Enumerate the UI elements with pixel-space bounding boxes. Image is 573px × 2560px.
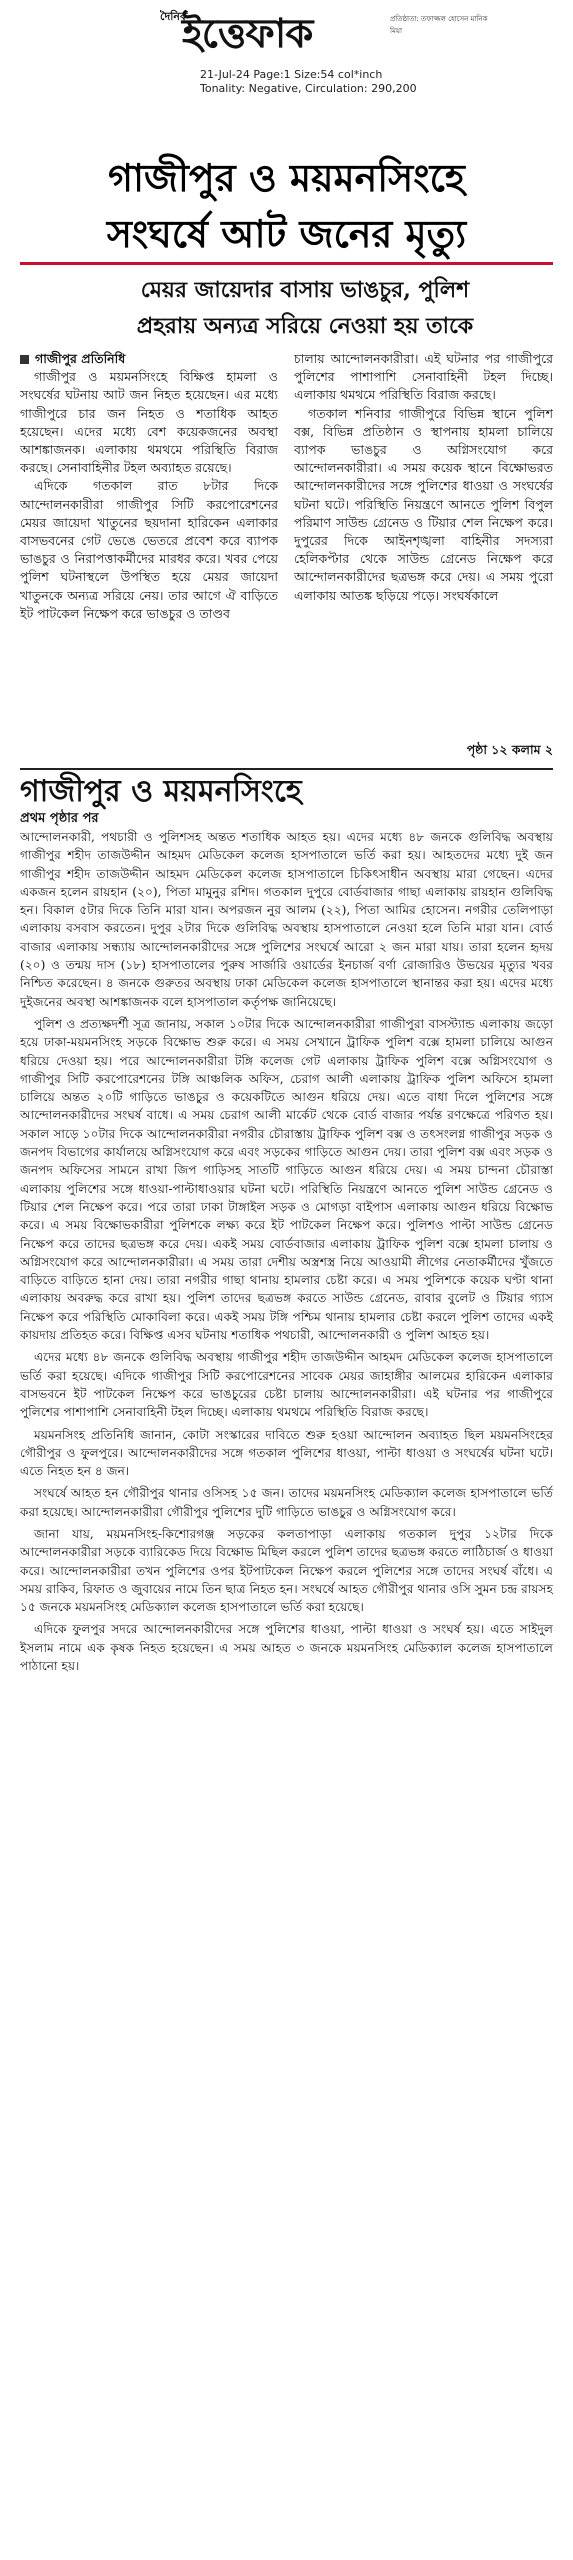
byline-text: গাজীপুর প্রতিনিধি	[35, 351, 126, 366]
headline-divider	[20, 262, 553, 265]
headline	[20, 150, 553, 262]
article-paragraph: এদিকে গতকাল রাত ৮টার দিকে আন্দোলনকারীরা গাজীপুর সিটি করপোরেশনের মেয়র জায়েদা খাতুনের ছয়দানা হারিকেন এলাকার বাসভবনের গেট ভেঙে ভেতরে প্রবেশ করে ব্যাপক ভাঙচুর ও নিরাপত্তাকর্মীদের মারধর করে। খবর পেয়ে পুলিশ ঘটনাস্থলে উপস্থিত হয়ে মেয়র জায়েদা খাতুনকে অন্যত্র সরিয়ে নেয়। তার আগে ঐ বাড়িতে ইট পাটকেল নিক্ষেপ করে ভাঙচুর ও তাণ্ডব	[20, 478, 278, 621]
article-right-column	[294, 350, 553, 762]
logo-small-text: দৈনিক	[160, 10, 188, 23]
article-paragraph: চালায় আন্দোলনকারীরা। এই ঘটনার পর গাজীপুরে পুলিশের পাশাপাশি সেনাবাহিনী টহল দিচ্ছে। এলাকায় থমথমে পরিস্থিতি বিরাজ করছে।	[294, 351, 553, 403]
newspaper-logo	[160, 8, 488, 64]
jump-paragraph: আন্দোলনকারী, পথচারী ও পুলিশসহ অন্তত শতাধিক আহত হয়। এদের মধ্যে ৪৮ জনকে গুলিবিদ্ধ অবস্থায় গাজীপুর শহীদ তাজউদ্দীন আহমদ মেডিকেল কলেজ হাসপাতালে ভর্তি করা হয়। আহতদের মধ্যে দুই জন গাজীপুর শহীদ তাজউদ্দীন আহমদ মেডিকেল কলেজ হাসপাতালে চিকিৎসাধীন অবস্থায় মারা গেছেন। এদের একজন হলেন রায়হান (২০), পিতা মামুনুর রশিদ। গতকাল দুপুরে বোর্ডবাজার গাছা এলাকায় রায়হান গুলিবিদ্ধ হন। বিকাল ৫টার দিকে তিনি মারা যান। অপরজন নুর আলম (২২), পিতা আমির হোসেন। নগরীর তেলিপাড়া এলাকায় বসবাস করতেন। দুপুর ২টার দিকে গুলিবিদ্ধ অবস্থায় হাসপাতালে নেওয়া হলে তিনি মারা যান। বোর্ড বাজার এলাকায় সন্ধ্যায় আন্দোলনকারীদের সঙ্গে পুলিশের সংঘর্ষে আরো ২ জন মারা যায়। তারা হলেন হৃদয় (২০) ও তন্ময় দাস (১৮) হাসপাতালের পুরুষ সার্জারি ওয়ার্ডের ইনচার্জ বর্ণা রোজারিও উভয়ের মৃত্যুর খবর নিশ্চিত করেছেন। ৪ জনকে গুরুতর অবস্থায় ঢাকা মেডিকেল কলেজ হাসপাতালে স্থানান্তর করা হয়। এদের মধ্যে দুইজনের অবস্থা আশঙ্কাজনক বলে হাসপাতাল কর্তৃপক্ষ জানিয়েছে।	[20, 830, 553, 1009]
article-paragraph: গাজীপুর ও ময়মনসিংহে বিক্ষিপ্ত হামলা ও সংঘর্ষের ঘটনায় আট জন নিহত হয়েছেন। এর মধ্যে গাজীপুরে চার জন নিহত ও শতাধিক আহত হয়েছেন। এদের মধ্যে বেশ কয়েকজনের অবস্থা আশঙ্কাজনক। এলাকায় থমথমে পরিস্থিতি বিরাজ করছে। সেনাবাহিনীর টহল অব্যাহত রয়েছে।	[20, 369, 278, 476]
jump-from-label: প্রথম পৃষ্ঠার পর	[20, 811, 99, 826]
byline	[20, 350, 278, 368]
article-paragraph: গতকাল শনিবার গাজীপুরে বিভিন্ন স্থানে পুলিশ বক্স, বিভিন্ন প্রতিষ্ঠান ও স্থাপনায় হামলা চালিয়ে ব্যাপক ভাঙচুর ও অগ্নিসংযোগ করে আন্দোলনকারীরা। এ সময় কয়েক স্থানে বিক্ষোভরত আন্দোলনকারীদের সঙ্গে পুলিশের ধাওয়া ও সংঘর্ষের ঘটনা ঘটে। পরিস্থিতি নিয়ন্ত্রণে আনতে পুলিশ বিপুল পরিমাণ সাউন্ড গ্রেনেড ও টিয়ার শেল নিক্ষেপ করে। দুপুরের দিকে আইনশৃঙ্খলা বাহিনীর সদস্যরা হেলিকপ্টার থেকে সাউন্ড গ্রেনেড নিক্ষেপ করে আন্দোলনকারীদের ছত্রভঙ্গ করে দেয়। এ সময় পুরো এলাকায় আতঙ্ক ছড়িয়ে পড়ে। সংঘর্ষকালে	[294, 405, 553, 603]
meta-tonality: Tonality: Negative, Circulation: 290,200	[200, 82, 417, 95]
headline-line-2: সংঘর্ষে আট জনের মৃত্যু	[106, 212, 467, 256]
byline-square-icon	[20, 355, 29, 364]
headline-line-1: গাজীপুর ও ময়মনসিংহে	[108, 156, 465, 200]
subheadline	[70, 272, 540, 344]
logo-tagline: প্রতিষ্ঠাতা: তফাজ্জল হোসেন মানিক মিয়া	[390, 15, 488, 35]
jump-paragraph: ময়মনসিংহ প্রতিনিধি জানান, কোটা সংস্কারের দাবিতে শুরু হওয়া আন্দোলন অব্যাহত ছিল ময়মনসিংহের গৌরীপুর ও ফুলপুরে। আন্দোলনকারীদের সঙ্গে গতকাল পুলিশের ধাওয়া, পাল্টা ধাওয়া ও সংঘর্ষের ঘটনা ঘটে। এতে নিহত হন ৪ জন।	[20, 1427, 553, 1479]
article-left-column	[20, 350, 278, 760]
meta-date-size: 21-Jul-24 Page:1 Size:54 col*inch	[200, 68, 383, 81]
jump-paragraph: এদিকে ফুলপুর সদরে আন্দোলনকারীদের সঙ্গে পুলিশের ধাওয়া, পাল্টা ধাওয়া ও সংঘর্ষ হয়। এতে সাইদুল ইসলাম নামে এক কৃষক নিহত হয়েছেন। এ সময় আহত ৩ জনকে ময়মনসিংহ মেডিক্যাল কলেজ হাসপাতালে পাঠানো হয়।	[20, 1622, 553, 1674]
jump-paragraph: সংঘর্ষে আহত হন গৌরীপুর থানার ওসিসহ ১৫ জন। তাদের ময়মনসিংহ মেডিক্যাল কলেজ হাসপাতালে ভর্তি করা হয়েছে। আন্দোলনকারীরা গৌরীপুর পুলিশের দুটি গাড়িতে ভাঙচুর ও অগ্নিসংযোগ করে।	[20, 1486, 553, 1519]
continued-label: পৃষ্ঠা ১২ কলাম ২	[294, 742, 553, 762]
jump-paragraph: পুলিশ ও প্রত্যক্ষদর্শী সূত্র জানায়, সকাল ১০টার দিকে আন্দোলনকারীরা গাজীপুরা বাসস্ট্যান্ড এলাকায় জড়ো হয়ে ঢাকা-ময়মনসিংহ সড়কে বিক্ষোভ শুরু করে। এ সময় সেখানে ট্রাফিক পুলিশ বক্সে হামলা চালিয়ে আগুন ধরিয়ে দেওয়া হয়। পরে আন্দোলনকারীরা টঙ্গি কলেজ গেট এলাকায় ট্রাফিক পুলিশ বক্সে অগ্নিসংযোগ ও গাজীপুর সিটি করপোরেশনের টঙ্গি আঞ্চলিক অফিস, চেরাগ আলী এলাকায় ট্রাফিক পুলিশ অফিসে হামলা চালিয়ে অন্তত ২০টি গাড়িতে ভাঙচুর ও কয়েকটিতে আগুন ধরিয়ে দেয়। এতে বাধা দিলে পুলিশের সঙ্গে আন্দোলনকারীদের সংঘর্ষ বাধে। এ সময় চেরাগ আলী মার্কেট থেকে বোর্ড বাজার পর্যন্ত রণক্ষেত্রে পরিণত হয়। সকাল সাড়ে ১০টার দিকে আন্দোলনকারীরা নগরীর চৌরাস্তায় ট্রাফিক পুলিশ বক্স ও তৎসংলগ্ন গাজীপুর সড়ক ও জনপদ বিভাগের কার্যালয়ে অগ্নিসংযোগ করে এবং সড়কের গাড়িতে আগুন দেয়। তারা পুলিশ বক্স এবং সড়ক ও জনপদ অফিসের সামনে রাখা জিপ গাড়িসহ সাতটি গাড়িতে আগুন ধরিয়ে দেয়। এ সময় চান্দনা চৌরাস্তা এলাকায় পুলিশের সঙ্গে ধাওয়া-পাল্টাধাওয়ার ঘটনা ঘটে। পরিস্থিতি নিয়ন্ত্রণে আনতে পুলিশ সাউন্ড গ্রেনেড ও টিয়ার শেল নিক্ষেপ করে। পরে তারা ঢাকা টাঙ্গাইল সড়ক ও মোগড়া বাইপাস এলাকায় আগুন ধরিয়ে বিক্ষোভ করে। এ সময় বিক্ষোভকারীরা পুলিশকে লক্ষ্য করে ইট পাটকেল নিক্ষেপ করে। পুলিশও পাল্টা সাউন্ড গ্রেনেড নিক্ষেপ করে তাদের ছত্রভঙ্গ করে দেয়। একই সময় বোর্ডবাজার এলাকায় ট্রাফিক পুলিশ বক্সে হামলা চালায় ও অগ্নিসংযোগ করে আন্দোলনকারীরা। এ সময় তারা দেশীয় অস্ত্রশস্ত্র নিয়ে আওয়ামী লীগের নেতাকর্মীদের খুঁজতে বাড়িতে বাড়িতে হানা দেয়। তারা নগরীর গাছা থানায় হামলার চেষ্টা করে। এ সময় পুলিশকে কয়েক ঘণ্টা থানা এলাকায় অবরুদ্ধ করে রাখা হয়। পুলিশ তাদের ছত্রভঙ্গ করতে সাউন্ড গ্রেনেড, রাবার বুলেট ও টিয়ার গ্যাস নিক্ষেপ করে পরিস্থিতি মোকাবিলা করে। একই সময় টঙ্গি পশ্চিম থানায় হামলার চেষ্টা করলে পুলিশ তাদের একই কায়দায় প্রতিহত করে। বিক্ষিপ্ত এসব ঘটনায় শতাধিক পথচারী, আন্দোলনকারী ও পুলিশ আহত হয়।	[20, 1016, 553, 1343]
jump-paragraph: এদের মধ্যে ৪৮ জনকে গুলিবিদ্ধ অবস্থায় গাজীপুর শহীদ তাজউদ্দীন আহমদ মেডিকেল কলেজ হাসপাতালে ভর্তি করা হয়েছে। এদিকে গাজীপুর সিটি করপোরেশনের সাবেক মেয়র জাহাঙ্গীর আলমের হারিকেন এলাকার বাসভবনে ইট পাটকেল নিক্ষেপ করে ভাঙচুরের চেষ্টা চালায় আন্দোলনকারীরা। এই ঘটনার পর গাজীপুরে পুলিশের পাশাপাশি সেনাবাহিনী টহল দিচ্ছে। এলাকায় থমথমে পরিস্থিতি বিরাজ করছে।	[20, 1350, 553, 1420]
jump-paragraph: জানা যায়, ময়মনসিংহ-কিশোরগঞ্জ সড়কের কলতাপাড়া এলাকায় গতকাল দুপুর ১২টার দিকে আন্দোলনকারীরা সড়কে ব্যারিকেড দিয়ে বিক্ষোভ মিছিল করলে পুলিশ তাদের ছত্রভঙ্গ করতে লাঠিচার্জ ও ধাওয়া করে। আন্দোলনকারীরা তখন পুলিশের ওপর ইটপাটকেল নিক্ষেপ করলে পুলিশের সঙ্গে তাদের সংঘর্ষ বাঁধে। এ সময় রাকিব, রিফাত ও জুবায়ের নামে তিন ছাত্র নিহত হন। সংঘর্ষে আহত গৌরীপুর থানার ওসি সুমন চন্দ্র রায়সহ ১৫ জনকে ময়মনসিংহ মেডিক্যাল কলেজ হাসপাতালে ভর্তি করা হয়েছে।	[20, 1526, 553, 1615]
jump-title: গাজীপুর ও ময়মনসিংহে	[20, 774, 302, 809]
subheadline-line-2: প্রহরায় অন্যত্র সরিয়ে নেওয়া হয় তাকে	[136, 313, 474, 339]
masthead	[0, 0, 573, 150]
jump-header	[20, 768, 553, 828]
subheadline-line-1: মেয়র জায়েদার বাসায় ভাঙচুর, পুলিশ	[140, 277, 470, 303]
clipping-meta	[200, 68, 417, 96]
logo-main-text: ইত্তেফাক	[182, 10, 313, 57]
jump-article-body	[20, 828, 553, 2543]
